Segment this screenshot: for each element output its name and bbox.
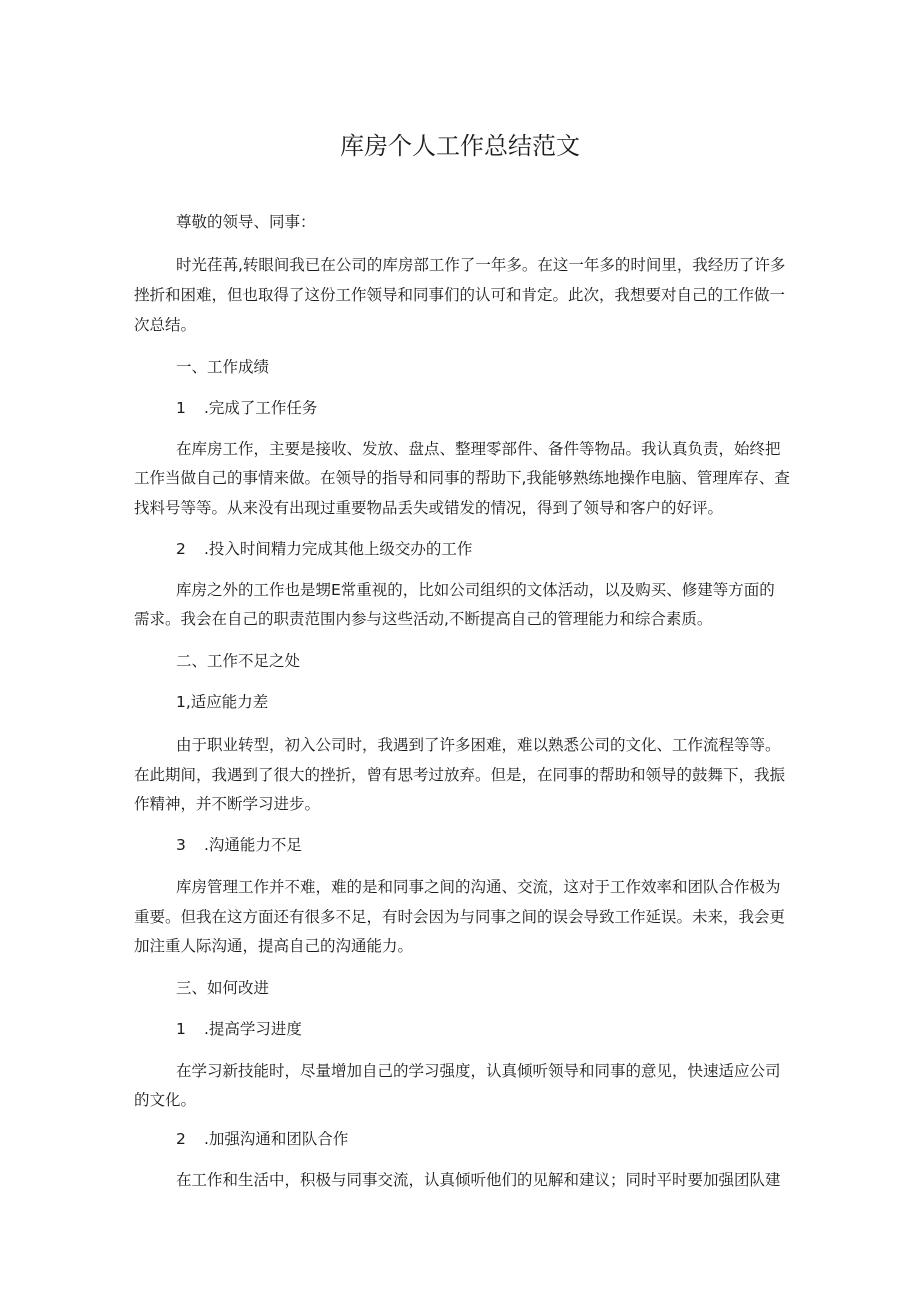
paragraph-line: 在库房工作，主要是接收、发放、盘点、整理零部件、备件等物品。我认真负责，始终把 <box>176 440 781 458</box>
item-title: .提高学习进度 <box>204 1020 302 1038</box>
section-2-item-2-heading <box>176 833 794 857</box>
document-title: 库房个人工作总结范文 <box>340 132 580 160</box>
paragraph-line: 库房管理工作并不难，难的是和同事之间的沟通、交流，这对于工作效率和团队合作极为 <box>176 878 781 896</box>
item-number: 1 <box>176 399 186 417</box>
paragraph-line: 由于职业转型，初入公司时，我遇到了许多困难，难以熟悉公司的文化、工作流程等等。 <box>176 736 781 754</box>
paragraph-line: 重要。但我在这方面还有很多不足，有时会因为与同事之间的误会导致工作延误。未来，我会更 <box>134 908 786 926</box>
section-3-item-1-heading <box>176 1017 794 1041</box>
item-title: .沟通能力不足 <box>204 836 302 854</box>
paragraph-line: 作精神，并不断学习进步。 <box>134 795 321 813</box>
section-1-heading: 一、工作成绩 <box>176 358 270 376</box>
intro-line-2: 挫折和困难，但也取得了这份工作领导和同事们的认可和肯定。此次，我想要对自己的工作做一 <box>134 286 786 304</box>
paragraph-line: 需求。我会在自己的职责范围内参与这些活动,不断提高自己的管理能力和综合素质。 <box>134 610 713 628</box>
section-3-item-2-heading <box>176 1127 794 1151</box>
paragraph-line: 工作当做自己的事情来做。在领导的指导和同事的帮助下,我能够熟练地操作电脑、管理库存、查 <box>134 469 790 487</box>
intro-line-3: 次总结。 <box>134 316 197 334</box>
paragraph-line: 在此期间，我遇到了很大的挫折，曾有思考过放弃。但是，在同事的帮助和领导的鼓舞下，我振 <box>134 766 786 784</box>
paragraph-line: 找料号等等。从来没有出现过重要物品丢失或错发的情况，得到了领导和客户的好评。 <box>134 499 724 517</box>
item-number: 2 <box>176 540 186 558</box>
item-number: 3 <box>176 836 186 854</box>
item-title: .加强沟通和团队合作 <box>204 1130 349 1148</box>
item-title: .投入时间精力完成其他上级交办的工作 <box>204 540 473 558</box>
intro-line-1: 时光荏苒,转眼间我已在公司的库房部工作了一年多。在这一年多的时间里，我经历了许多 <box>176 256 786 274</box>
section-2-item-1-heading: 1,适应能力差 <box>176 693 269 711</box>
section-1-item-2-heading <box>176 537 794 561</box>
paragraph-line: 的文化。 <box>134 1091 197 1109</box>
paragraph-line: 在工作和生活中，积极与同事交流，认真倾听他们的见解和建议；同时平时要加强团队建 <box>176 1171 781 1189</box>
paragraph-line: 加注重人际沟通，提高自己的沟通能力。 <box>134 937 414 955</box>
item-number: 2 <box>176 1130 186 1148</box>
item-title: .完成了工作任务 <box>204 399 318 417</box>
section-3-heading: 三、如何改进 <box>176 979 270 997</box>
salutation: 尊敬的领导、同事： <box>176 213 316 231</box>
paragraph-line: 库房之外的工作也是甥Ε常重视的，比如公司组织的文体活动，以及购买、修建等方面的 <box>176 581 775 599</box>
item-number: 1 <box>176 1020 186 1038</box>
section-1-item-1-heading <box>176 396 794 420</box>
paragraph-line: 在学习新技能时，尽量增加自己的学习强度，认真倾听领导和同事的意见，快速适应公司 <box>176 1062 781 1080</box>
section-2-heading: 二、工作不足之处 <box>176 652 301 670</box>
